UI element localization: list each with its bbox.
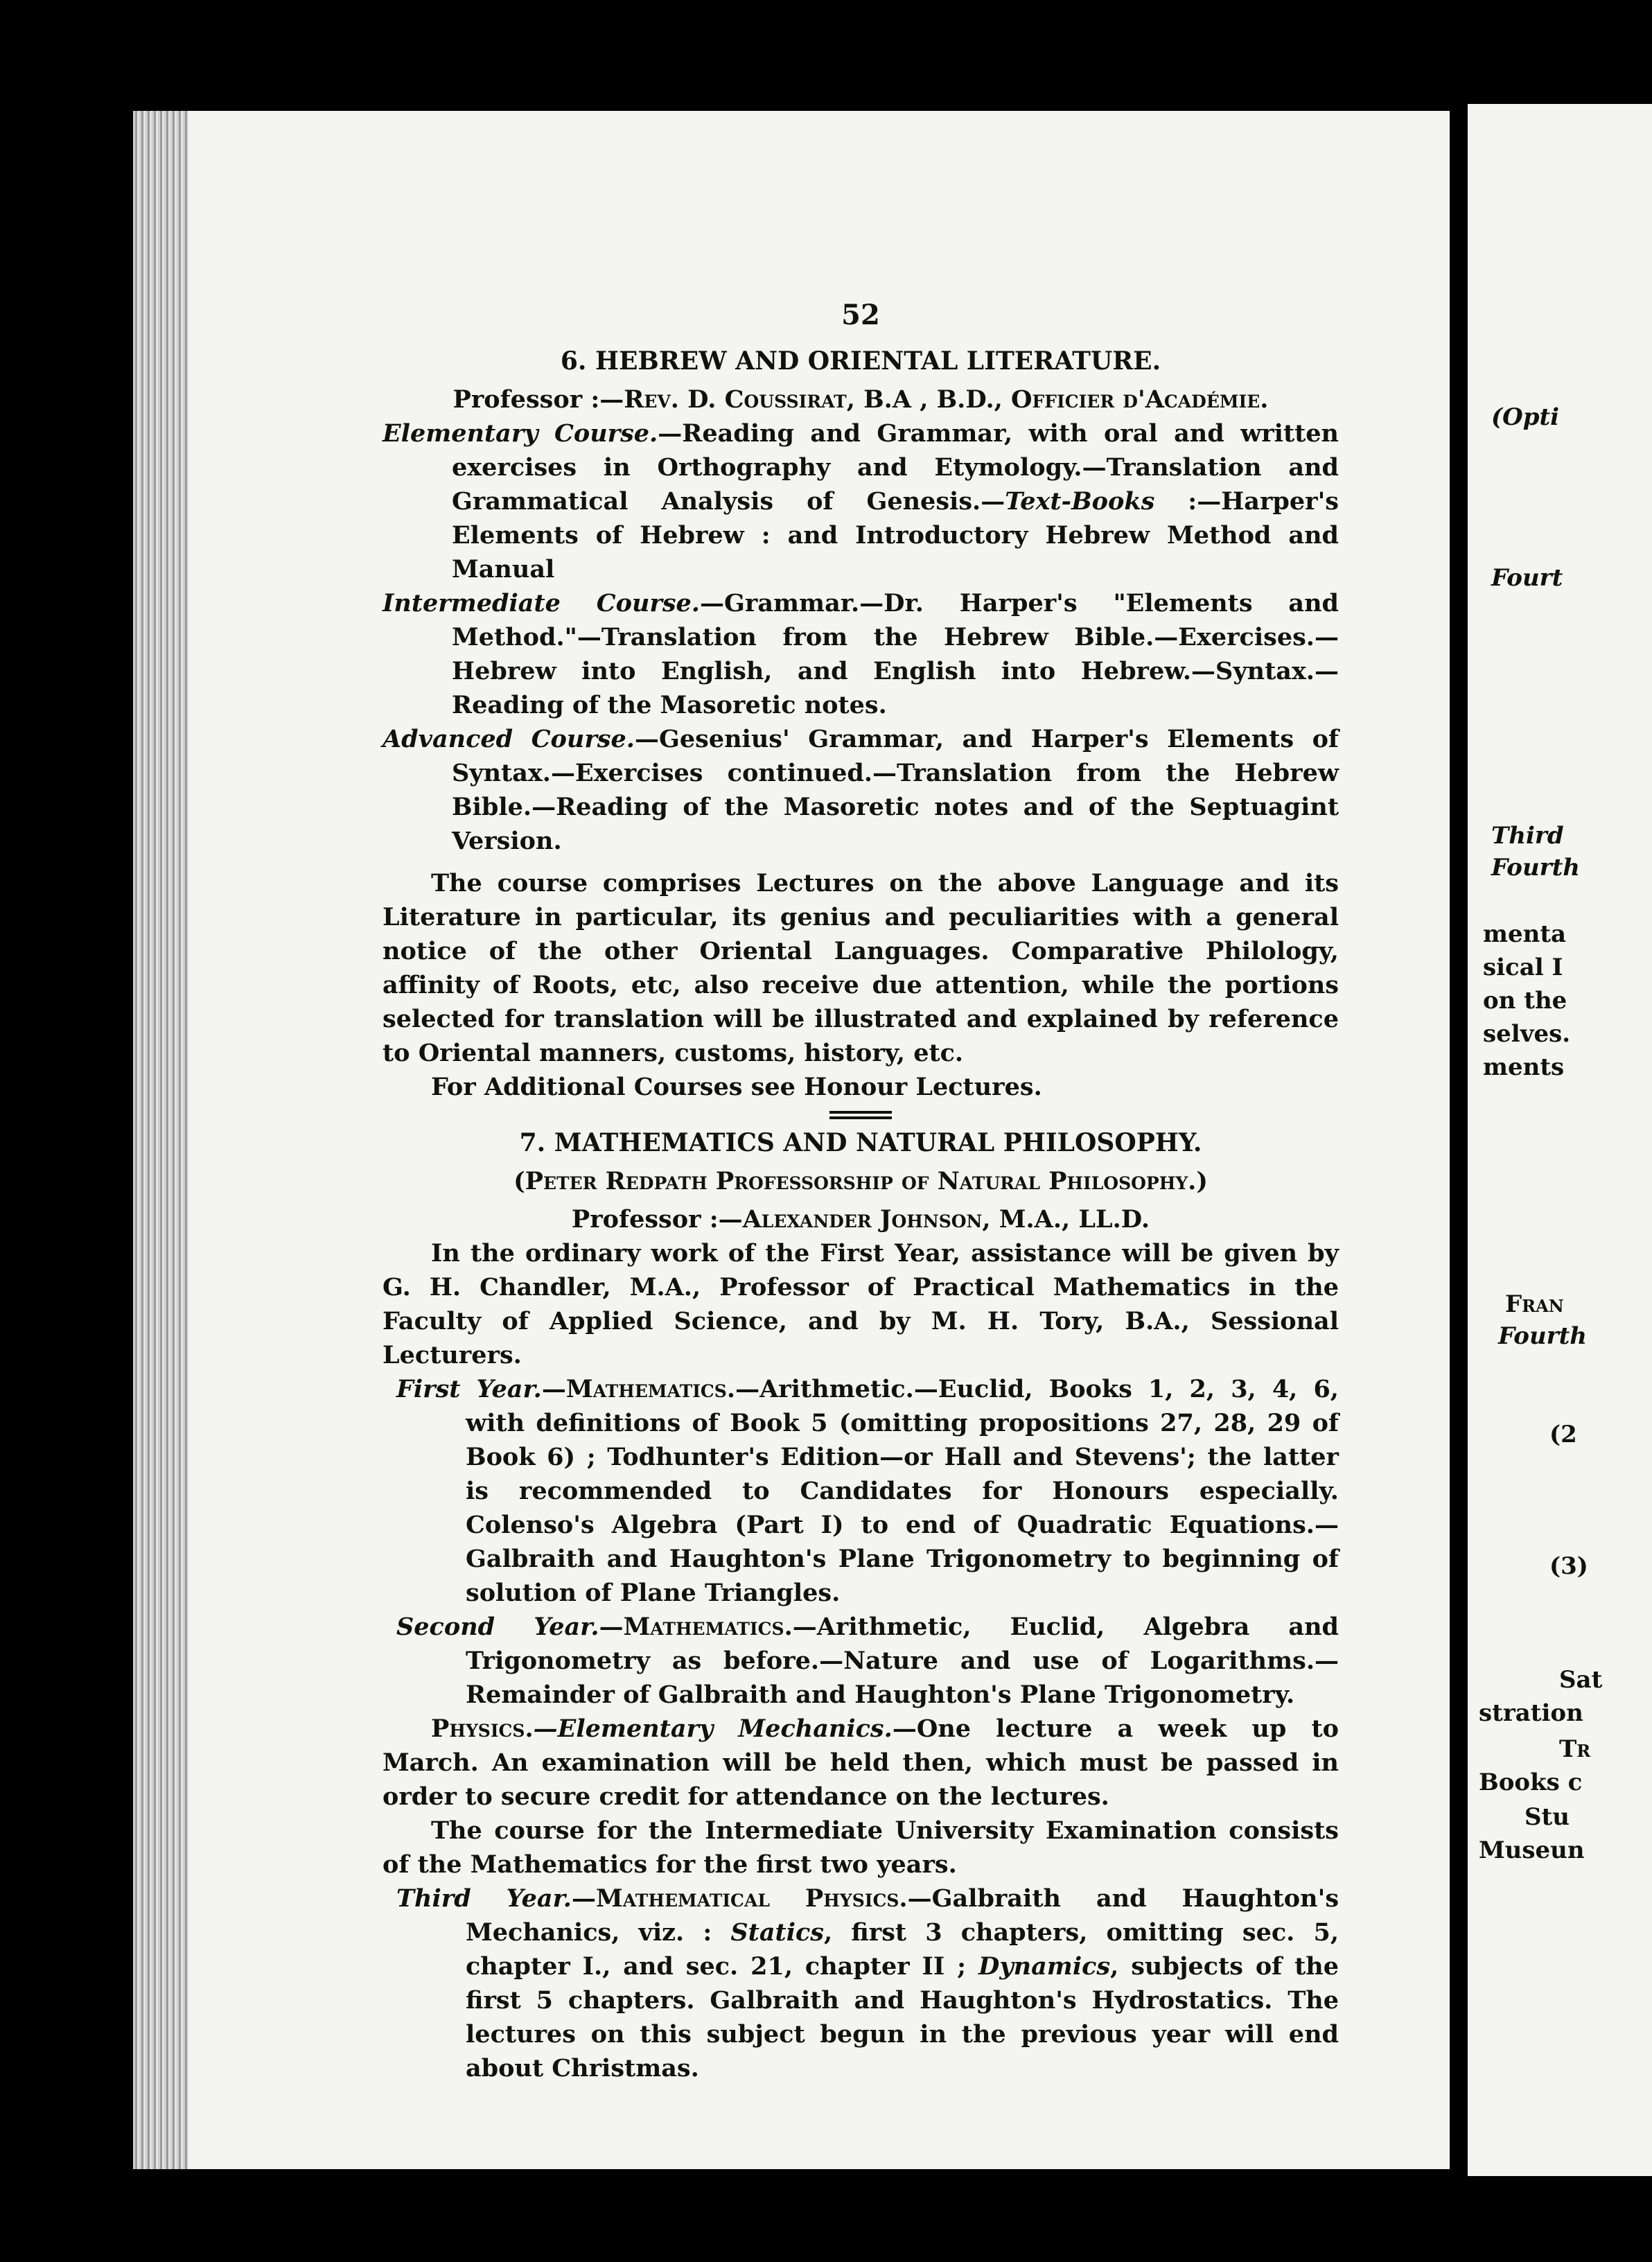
elementary-course: Elementary Course.—Reading and Grammar, with oral and written exercises in Orthography and Etymology.—Translation and Grammatical Analysis of Genesis.—Text-Books :—Harper's Elements of Hebrew : and Introductory Hebrew Method and Manual	[383, 419, 1339, 584]
section-7-professor: Professor :—Alexander Johnson, M.A., LL.D.	[571, 1205, 1150, 1234]
section-7-intro: In the ordinary work of the First Year, assistance will be given by G. H. Chandler, M.A., Professor of Practical Mathematics in the Faculty of Applied Science, and by M. H. Tory, B.A., Sessional Lecturers.	[383, 1239, 1339, 1369]
page-text	[383, 298, 1339, 2085]
right-fragment: Fourth	[1491, 854, 1581, 882]
right-fragment: Museun	[1479, 1836, 1585, 1864]
right-fragment: ments	[1483, 1053, 1565, 1081]
intermediate-exam: The course for the Intermediate University Examination consists of the Mathematics for the first two years.	[383, 1816, 1339, 1879]
right-fragment: (Opti	[1491, 403, 1560, 431]
book-gutter	[1450, 104, 1468, 2176]
section-divider	[829, 1111, 892, 1119]
right-fragment: menta	[1483, 920, 1567, 948]
section-7-subheading: (Peter Redpath Professorship of Natural Philosophy.)	[513, 1167, 1208, 1195]
right-fragment: selves.	[1483, 1020, 1571, 1048]
right-fragment: (3)	[1549, 1552, 1588, 1580]
right-fragment: Books c	[1479, 1769, 1583, 1796]
section-6-heading: 6. HEBREW AND ORIENTAL LITERATURE.	[560, 347, 1161, 376]
section-6-additional: For Additional Courses see Honour Lectures.	[431, 1073, 1042, 1101]
intermediate-course: Intermediate Course.—Grammar.—Dr. Harper's "Elements and Method."—Translation from the Hebrew Bible.—Exercises.—Hebrew into English, and English into Hebrew.—Syntax.—Reading of the Masoretic notes.	[383, 589, 1339, 719]
page-number: 52	[841, 299, 880, 331]
third-year: Third Year.—Mathematical Physics.—Galbraith and Haughton's Mechanics, viz. : Statics, first 3 chapters, omitting sec. 5, chapter I., and sec. 21, chapter II ; Dynamics, subjects of the first 5 chapters. Galbraith and Haughton's Hydrostatics. The lectures on this subject begun in the previous year will end about Christmas.	[396, 1884, 1339, 2083]
physics-paragraph: Physics.—Elementary Mechanics.—One lecture a week up to March. An examination will be held then, which must be passed in order to secure credit for attendance on the lectures.	[383, 1715, 1339, 1811]
right-fragment: stration	[1479, 1699, 1583, 1727]
right-fragment: Third	[1491, 822, 1564, 850]
section-6-paragraph: The course comprises Lectures on the above Language and its Literature in particular, its genius and peculiarities with a general notice of the other Oriental Languages. Comparative Philology, affinity of Roots, etc, also receive due attention, while the portions selected for translation will be illustrated and explained by reference to Oriental manners, customs, history, etc.	[383, 869, 1339, 1067]
section-6-professor: Professor :—Rev. D. Coussirat, B.A , B.D., Officier d'Académie.	[452, 385, 1269, 414]
right-fragment: Stu	[1524, 1803, 1570, 1831]
right-fragment: sical I	[1483, 954, 1563, 981]
right-fragment: Fran	[1505, 1290, 1564, 1318]
right-fragment: on the	[1483, 987, 1567, 1015]
first-year: First Year.—Mathematics.—Arithmetic.—Euclid, Books 1, 2, 3, 4, 6, with definitions of Book 5 (omitting propositions 27, 28, 29 of Book 6) ; Todhunter's Edition—or Hall and Stevens'; the latter is recommended to Candidates for Honours especially. Colenso's Algebra (Part I) to end of Quadratic Equations.—Galbraith and Haughton's Plane Trigonometry to beginning of solution of Plane Triangles.	[396, 1375, 1339, 1607]
page-edge-stack	[133, 111, 188, 2169]
second-year: Second Year.—Mathematics.—Arithmetic, Euclid, Algebra and Trigonometry as before.—Nature and use of Logarithms.—Remainder of Galbraith and Haughton's Plane Trigonometry.	[396, 1613, 1339, 1709]
right-fragment: Tr	[1559, 1735, 1591, 1763]
section-7-heading: 7. MATHEMATICS AND NATURAL PHILOSOPHY.	[519, 1128, 1202, 1157]
right-fragment: (2	[1549, 1421, 1577, 1448]
right-fragment: Fourt	[1491, 564, 1563, 592]
right-fragment: Sat	[1559, 1666, 1603, 1694]
right-fragment: Fourth	[1498, 1322, 1588, 1350]
advanced-course: Advanced Course.—Gesenius' Grammar, and Harper's Elements of Syntax.—Exercises continued.—Translation from the Hebrew Bible.—Reading of the Masoretic notes and of the Septuagint Version.	[383, 725, 1339, 855]
